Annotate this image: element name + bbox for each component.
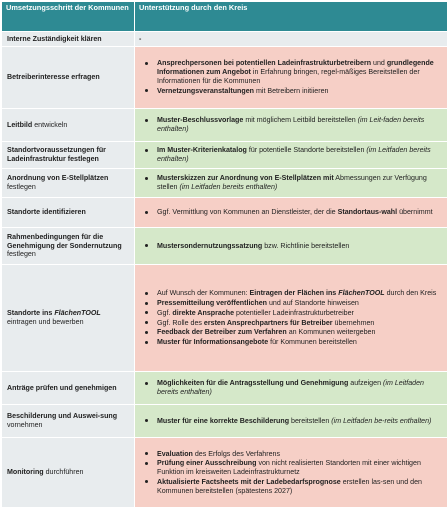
table-row: [2, 405, 448, 438]
list-item: Prüfung einer Ausschreibung von nicht realisierten Standorten mit einer wichtigen Funktion im kreisweiten Ladeinfrastrukturnetz: [157, 459, 441, 477]
list-item: Ggf. Rolle des ersten Ansprechpartners für Betreiber übernehmen: [157, 319, 441, 328]
list-item: Möglichkeiten für die Antragsstellung und Genehmigung aufzeigen (im Leitfaden bereits enthalten): [157, 379, 441, 397]
support-cell: [135, 228, 448, 265]
header-support: Unterstützung durch den Kreis: [135, 2, 448, 32]
support-cell: [135, 198, 448, 228]
table-row: [2, 32, 448, 47]
step-cell: Standorte ins FlächenTOOL eintragen und bewerben: [2, 265, 135, 372]
step-cell: Beschilderung und Auswei-sung vornehmen: [2, 405, 135, 438]
support-cell: [135, 142, 448, 169]
list-item: Mustersondernutzungssatzung bzw. Richtlinie bereitstellen: [157, 242, 441, 251]
support-cell: [135, 265, 448, 372]
support-cell: [135, 109, 448, 142]
list-item: Ansprechpersonen bei potentiellen Ladeinfrastrukturbetreibern und grundlegende Informationen zum Angebot in Erfahrung bringen, regel-mäßiges Bereitstellen der Informationen für die Kommunen: [157, 59, 441, 85]
list-item: Muster für eine korrekte Beschilderung bereitstellen (im Leitfaden be-reits enthalten): [157, 417, 441, 426]
support-cell: [135, 438, 448, 508]
support-cell: [135, 405, 448, 438]
step-cell: Rahmenbedingungen für die Genehmigung der Sondernutzung festlegen: [2, 228, 135, 265]
step-cell: Interne Zuständigkeit klären: [2, 32, 135, 47]
step-cell: Standortvoraussetzungen für Ladeinfrastruktur festlegen: [2, 142, 135, 169]
table-row: [2, 438, 448, 508]
support-cell: -: [135, 32, 448, 47]
step-cell: Betreiberinteresse erfragen: [2, 47, 135, 109]
support-cell: [135, 169, 448, 198]
step-cell: Anträge prüfen und genehmigen: [2, 372, 135, 405]
list-item: Ggf. Vermittlung von Kommunen an Dienstleister, der die Standortaus-wahl übernimmt: [157, 208, 441, 217]
table-row: [2, 228, 448, 265]
step-cell: Anordnung von E-Stellplätzen festlegen: [2, 169, 135, 198]
table-row: [2, 265, 448, 372]
step-cell: Leitbild entwickeln: [2, 109, 135, 142]
list-item: Vernetzungsveranstaltungen mit Betreibern initiieren: [157, 87, 441, 96]
header-row: [2, 2, 448, 32]
list-item: Ggf. direkte Ansprache potentieller Ladeinfrastrukturbetreiber: [157, 309, 441, 318]
table-row: [2, 198, 448, 228]
list-item: Aktualisierte Factsheets mit der Ladebedarfsprognose erstellen las-sen und den Kommunen bereitstellen (spätestens 2027): [157, 478, 441, 496]
step-cell: Standorte identifizieren: [2, 198, 135, 228]
support-cell: [135, 47, 448, 109]
table-row: [2, 109, 448, 142]
list-item: Muster für Informationsangebote für Kommunen bereitstellen: [157, 338, 441, 347]
table-row: [2, 169, 448, 198]
list-item: Pressemitteilung veröffentlichen und auf Standorte hinweisen: [157, 299, 441, 308]
header-step: Umsetzungsschritt der Kommunen: [2, 2, 135, 32]
list-item: Evaluation des Erfolgs des Verfahrens: [157, 450, 441, 459]
table-row: [2, 372, 448, 405]
list-item: Im Muster-Kriterienkatalog für potentielle Standorte bereitstellen (im Leitfaden bereits enthalten): [157, 146, 441, 164]
support-cell: [135, 372, 448, 405]
table-row: [2, 142, 448, 169]
list-item: Feedback der Betreiber zum Verfahren an Kommunen weitergeben: [157, 328, 441, 337]
support-table: [1, 1, 448, 508]
table-row: [2, 47, 448, 109]
list-item: Musterskizzen zur Anordnung von E-Stellplätzen mit Abmessungen zur Verfügung stellen (im Leitfaden bereits enthalten): [157, 174, 441, 192]
list-item: Auf Wunsch der Kommunen: Eintragen der Flächen ins FlächenTOOL durch den Kreis: [157, 289, 441, 298]
list-item: Muster-Beschlussvorlage mit möglichem Leitbild bereitstellen (im Leit-faden bereits enthalten): [157, 116, 441, 134]
step-cell: Monitoring durchführen: [2, 438, 135, 508]
